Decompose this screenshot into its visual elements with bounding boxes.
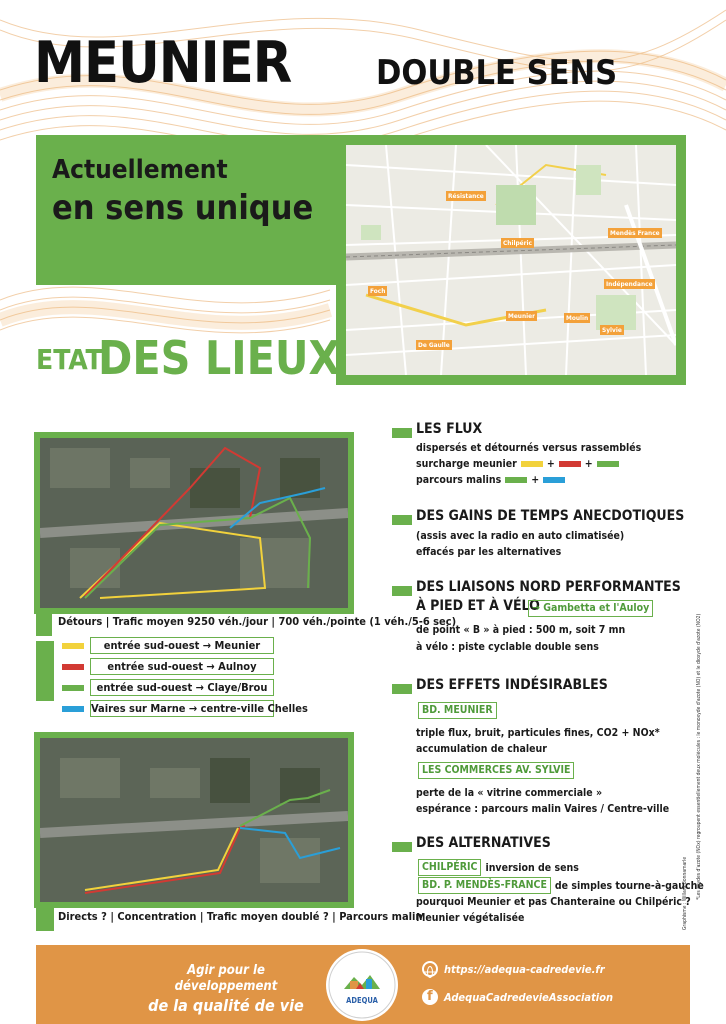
bullet-flux — [392, 428, 412, 438]
legend-item — [62, 637, 274, 654]
section-title-liaisons-2: À PIED ET À VÉLO — [416, 598, 540, 614]
tag-bd-meunier: BD. MEUNIER — [418, 702, 497, 719]
facebook-link[interactable]: AdequaCadredevieAssociation — [444, 991, 614, 1004]
legend-item — [62, 700, 308, 717]
section-heading-des-lieux: DES LIEUX — [98, 331, 341, 385]
legend-side-bar — [36, 641, 54, 701]
gains-line-2: effacés par les alternatives — [416, 546, 562, 558]
legend-swatch-yellow — [62, 643, 84, 649]
photo2-caption: Directs ? | Concentration | Trafic moyen doublé ? | Parcours malin — [58, 910, 423, 923]
map-label-meunier: Meunier — [508, 312, 535, 320]
section-title-effets: DES EFFETS INDÉSIRABLES — [416, 677, 608, 693]
legend-item — [62, 679, 274, 696]
alt-line-3: pourquoi Meunier et pas Chanteraine ou Chilpéric ? — [416, 896, 691, 908]
plus-sign: + — [584, 458, 593, 470]
alt-row-1 — [418, 859, 579, 876]
website-link[interactable]: https://adequa-cadredevie.fr — [444, 963, 605, 976]
photo1-caption: Détours | Trafic moyen 9250 véh./jour | 700 véh./pointe (1 véh./5-6 sec) — [58, 615, 457, 628]
effets-line-1: triple flux, bruit, particules fines, CO2 + NOx* — [416, 727, 660, 739]
legend-swatch-blue — [62, 706, 84, 712]
aerial-photo-routes-2 — [40, 738, 348, 902]
photo2-caption-bracket — [36, 905, 54, 931]
flux-malins — [416, 472, 565, 488]
section-title-gains: DES GAINS DE TEMPS ANECDOTIQUES — [416, 508, 685, 524]
poster-subtitle: DOUBLE SENS — [376, 53, 618, 93]
map-label-chilperic: Chilpéric — [503, 239, 532, 247]
footer-banner — [36, 945, 690, 1024]
flux-surcharge — [416, 456, 619, 472]
footer-slogan-line-1: Agir pour le développement — [174, 963, 278, 994]
section-title-alternatives: DES ALTERNATIVES — [416, 835, 551, 851]
gains-line-1: (assis avec la radio en auto climatisée) — [416, 530, 625, 542]
alt-text-1: inversion de sens — [485, 861, 579, 874]
flux-line-3: parcours malins — [416, 474, 502, 486]
flux-line-2: surcharge meunier — [416, 458, 517, 470]
photo1-legend — [62, 637, 308, 717]
legend-label: entrée sud-ouest → Claye/Brou — [90, 679, 274, 696]
bullet-gains — [392, 515, 412, 525]
status-box — [36, 135, 336, 285]
map-label-foch: Foch — [370, 287, 386, 295]
section-heading-etat: ETAT — [36, 343, 103, 376]
map-label-resistance: Résistance — [448, 192, 484, 200]
tag-gambetta: → Gambetta et l'Auloy — [528, 600, 653, 617]
map-label-independance: Indépendance — [606, 280, 653, 288]
legend-swatch-red — [62, 664, 84, 670]
liaisons-line-2: à vélo : piste cyclable double sens — [416, 641, 599, 653]
plus-sign: + — [546, 458, 555, 470]
aerial-photo-directs — [34, 732, 354, 908]
legend-label: entrée sud-ouest → Meunier — [90, 637, 274, 654]
footer-slogan-line-2: de la qualité de vie — [148, 996, 304, 1015]
map-streets — [346, 145, 676, 375]
legend-swatch-green — [62, 685, 84, 691]
aerial-photo-routes — [40, 438, 348, 608]
map-label-moulin: Moulin — [566, 314, 589, 322]
map-label-sylvie: Sylvie — [602, 326, 622, 334]
tag-commerces-sylvie: LES COMMERCES AV. SYLVIE — [418, 762, 574, 779]
legend-label: entrée sud-ouest → Aulnoy — [90, 658, 274, 675]
section-title-flux: LES FLUX — [416, 421, 483, 437]
tag-chilperic: CHILPÉRIC — [418, 859, 481, 876]
legend-label: Vaires sur Marne → centre-ville Chelles — [91, 702, 308, 715]
tag-mendes-france: BD. P. MENDÈS-FRANCE — [418, 877, 551, 894]
swatch-yellow — [521, 461, 543, 467]
poster-title: MEUNIER — [34, 30, 292, 96]
status-line-2: en sens unique — [52, 188, 314, 228]
plus-sign: + — [531, 474, 540, 486]
logo-icon — [326, 949, 398, 1021]
effets-line-4: espérance : parcours malin Vaires / Centre-ville — [416, 803, 670, 815]
status-line-1: Actuellement — [52, 155, 228, 185]
bullet-effets — [392, 684, 412, 694]
district-map — [336, 135, 686, 385]
bullet-alternatives — [392, 842, 412, 852]
graphics-credit: Graphisme : Willard Bonnamarle — [682, 856, 688, 930]
logo-text: ADEQUA — [346, 996, 378, 1005]
nox-footnote: *Les oxydes d'azote (NOx) regroupent essentiellement deux molécules : le monoxyde d'azote (NO) et le dioxyde d'azote (NO2) — [696, 613, 702, 900]
footer-slogan — [136, 963, 316, 1017]
aerial-photo-detours — [34, 432, 354, 614]
facebook-icon: f — [422, 989, 438, 1005]
effets-line-2: accumulation de chaleur — [416, 743, 547, 755]
bullet-liaisons — [392, 586, 412, 596]
alt-text-2: de simples tourne-à-gauche — [554, 879, 704, 892]
liaisons-line-1: de point « B » à pied : 500 m, soit 7 mn — [416, 624, 626, 636]
globe-icon — [422, 961, 438, 977]
section-title-liaisons-1: DES LIAISONS NORD PERFORMANTES — [416, 579, 681, 595]
effets-line-3: perte de la « vitrine commerciale » — [416, 787, 603, 799]
swatch-blue — [543, 477, 565, 483]
flux-line-1: dispersés et détournés versus rassemblés — [416, 442, 642, 454]
map-label-mendes-france: Mendès France — [610, 229, 660, 237]
legend-item — [62, 658, 274, 675]
alt-line-4: Meunier végétalisée — [416, 912, 525, 924]
map-label-de-gaulle: De Gaulle — [418, 341, 450, 349]
alt-row-2 — [418, 877, 704, 894]
swatch-green — [505, 477, 527, 483]
swatch-red — [559, 461, 581, 467]
adequa-logo — [326, 949, 398, 1021]
caption-bracket — [36, 608, 58, 636]
swatch-green — [597, 461, 619, 467]
